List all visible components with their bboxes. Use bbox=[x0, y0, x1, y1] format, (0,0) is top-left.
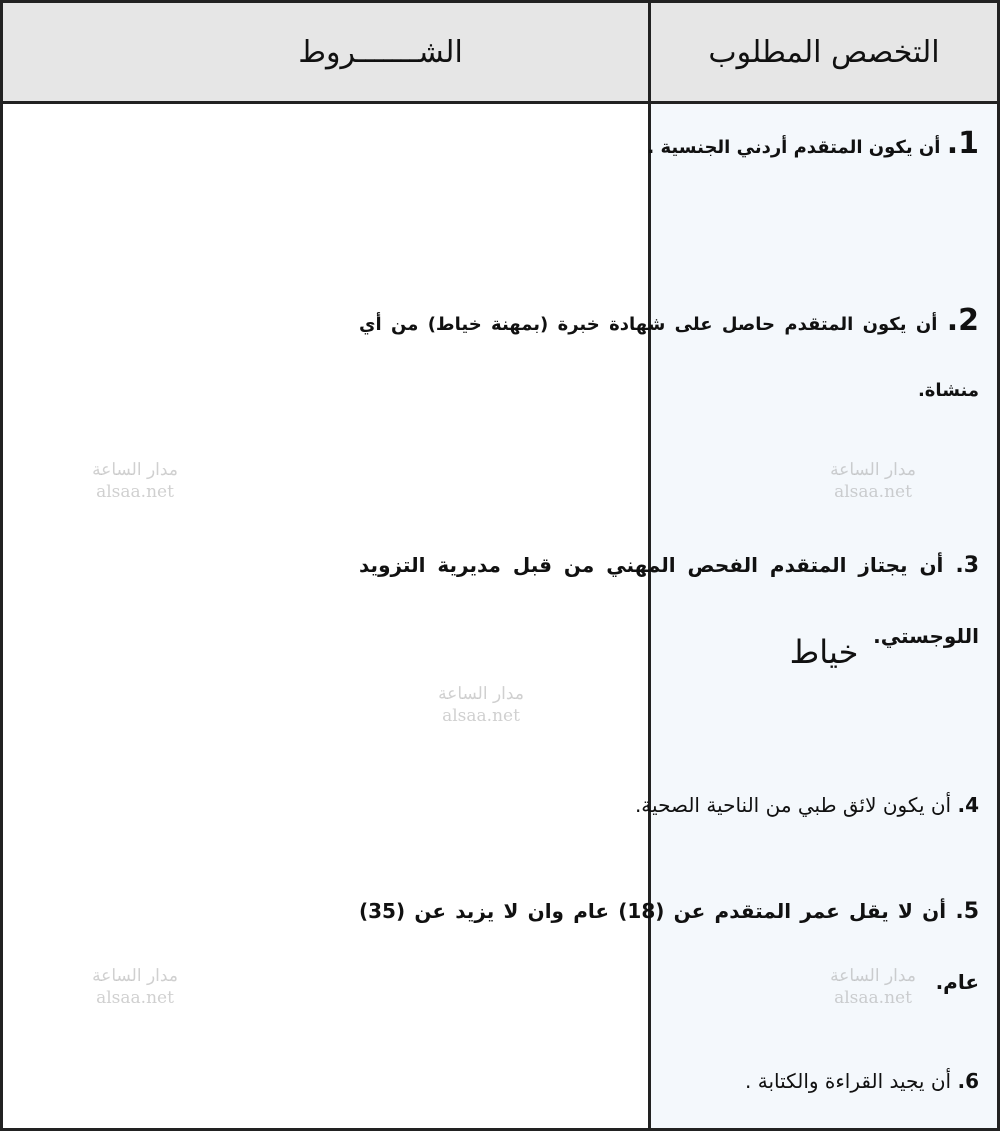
condition-item bbox=[359, 288, 979, 424]
watermark: مدار الساعة alsaa.net bbox=[92, 966, 178, 1008]
condition-text: أن يكون المتقدم أردني الجنسية . bbox=[647, 137, 947, 158]
watermark: مدار الساعة alsaa.net bbox=[830, 966, 916, 1008]
condition-text: أن يجتاز المتقدم الفحص المهني من قبل مديرية التزويد اللوجستي. bbox=[359, 553, 979, 648]
condition-text: أن يكون المتقدم حاصل على شهادة خبرة (بمهنة خياط) من أي منشاة. bbox=[359, 314, 979, 401]
condition-item bbox=[359, 530, 979, 671]
header-specialty bbox=[651, 3, 997, 101]
watermark: مدار الساعة alsaa.net bbox=[92, 460, 178, 502]
condition-item bbox=[359, 1047, 979, 1115]
header-specialty-label: التخصص المطلوب bbox=[708, 34, 940, 70]
condition-item bbox=[359, 111, 979, 181]
condition-item bbox=[359, 771, 979, 839]
watermark: مدار الساعة alsaa.net bbox=[438, 684, 524, 726]
condition-number: 5. bbox=[955, 899, 980, 924]
condition-number: 3. bbox=[955, 553, 979, 578]
condition-text: أن لا يقل عمر المتقدم عن (18) عام وان لا يزيد عن (35) عام. bbox=[359, 899, 979, 994]
condition-number: 4. bbox=[957, 793, 979, 817]
condition-text: أن يكون لائق طبي من الناحية الصحية. bbox=[634, 793, 958, 817]
condition-number: 6. bbox=[957, 1069, 979, 1093]
header-conditions bbox=[3, 3, 648, 101]
condition-number: 1. bbox=[946, 126, 979, 161]
watermark: مدار الساعة alsaa.net bbox=[830, 460, 916, 502]
specialty-value: خياط bbox=[789, 633, 859, 671]
condition-text: أن يجيد القراءة والكتابة . bbox=[745, 1069, 958, 1093]
condition-number: 2. bbox=[946, 303, 979, 338]
header-conditions-label: الشـــــــروط bbox=[298, 34, 463, 70]
